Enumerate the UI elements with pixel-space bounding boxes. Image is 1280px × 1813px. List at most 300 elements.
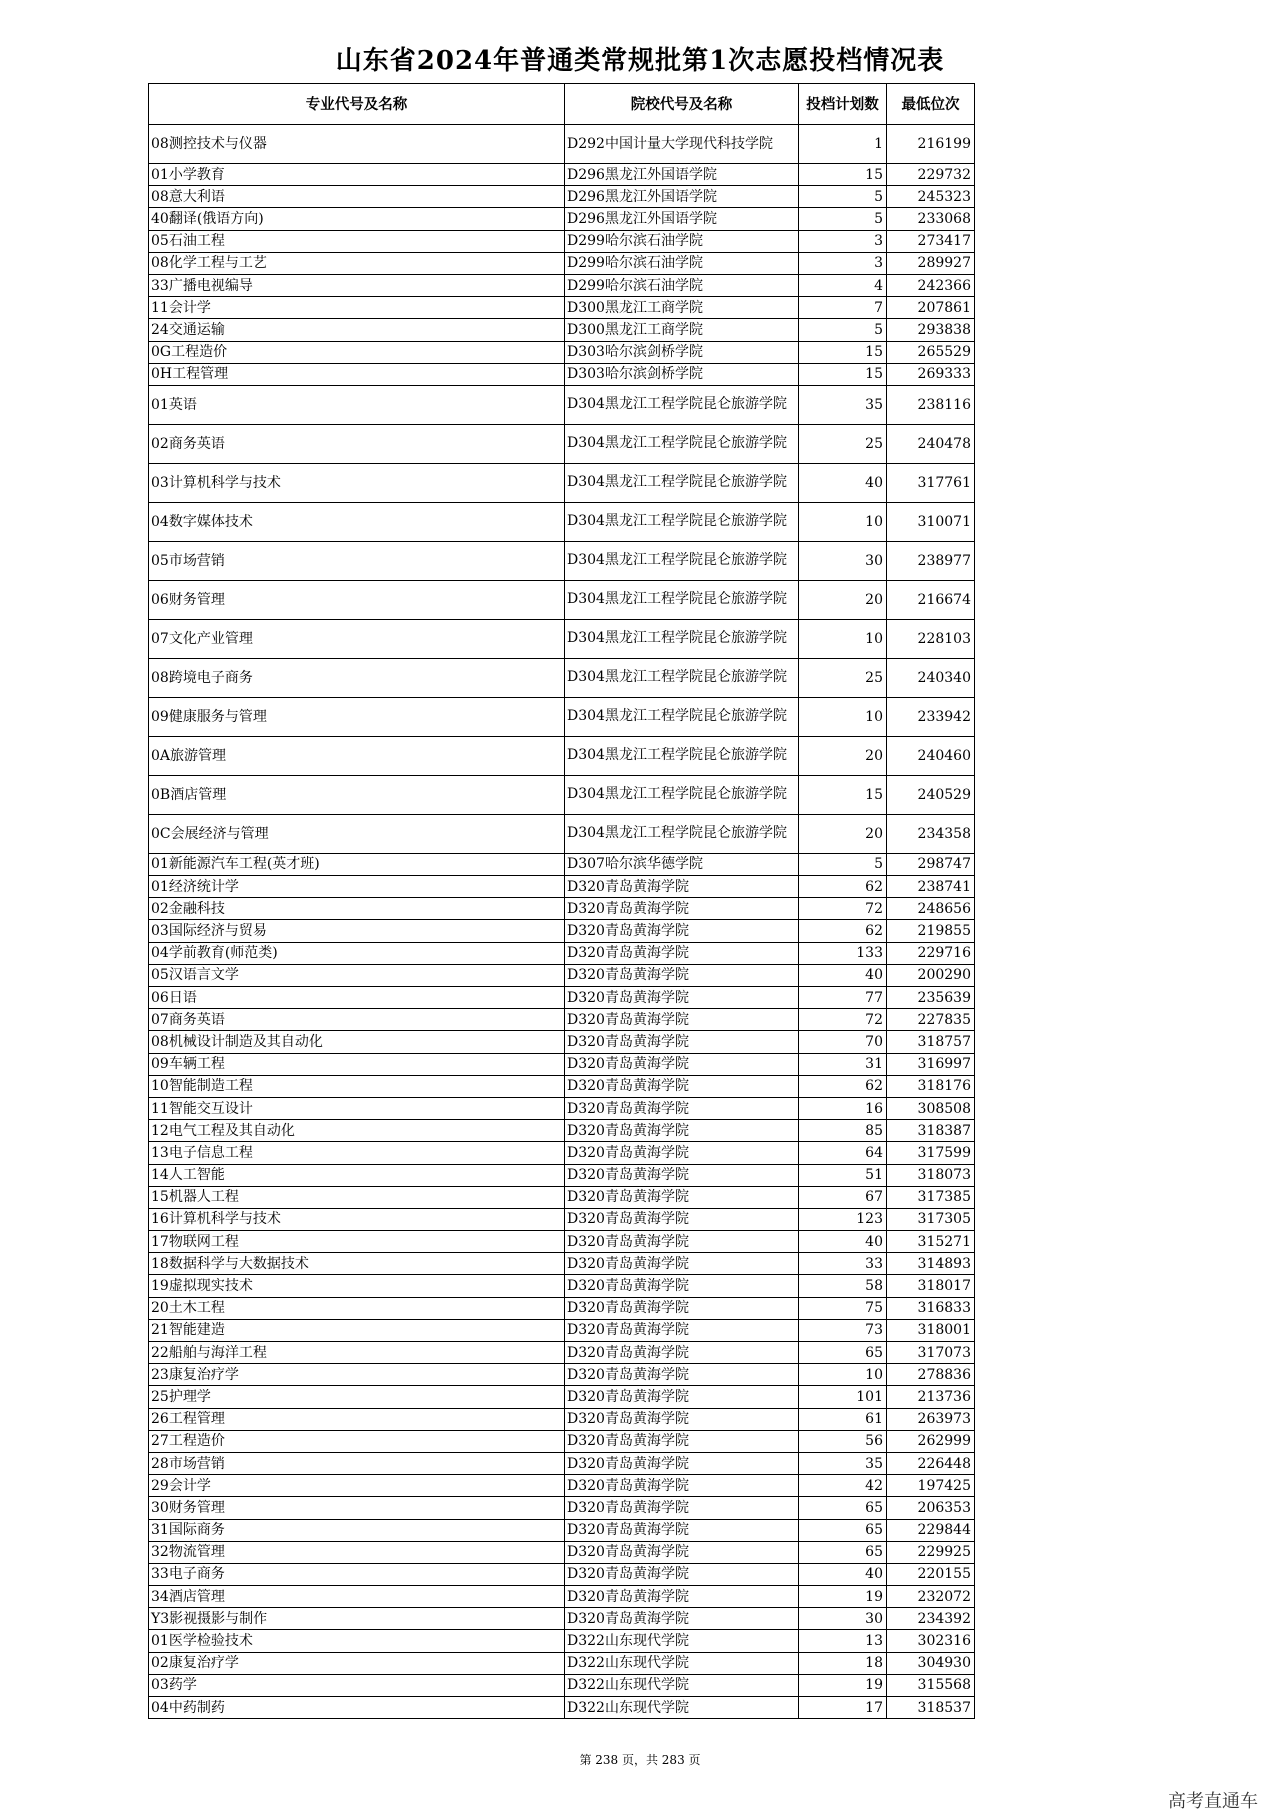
- min-rank-cell: 317385: [887, 1186, 975, 1208]
- table-row: [149, 1031, 975, 1053]
- table-header-row: [149, 84, 975, 125]
- school-cell: D320青岛黄海学院: [565, 1009, 799, 1031]
- plan-count-cell: 5: [799, 186, 887, 208]
- major-cell: 20土木工程: [149, 1297, 565, 1319]
- table-row: [149, 1075, 975, 1097]
- school-cell: D300黑龙江工商学院: [565, 319, 799, 341]
- major-cell: 12电气工程及其自动化: [149, 1120, 565, 1142]
- table-row: [149, 1231, 975, 1253]
- min-rank-cell: 316833: [887, 1297, 975, 1319]
- plan-count-cell: 13: [799, 1630, 887, 1652]
- major-cell: 33广播电视编导: [149, 274, 565, 296]
- school-cell: D320青岛黄海学院: [565, 1608, 799, 1630]
- table-row: [149, 1563, 975, 1585]
- table-row: [149, 1541, 975, 1563]
- table-row: [149, 1519, 975, 1541]
- table-row: [149, 964, 975, 986]
- school-cell: D304黑龙江工程学院昆仑旅游学院: [565, 424, 799, 463]
- school-cell: D320青岛黄海学院: [565, 1164, 799, 1186]
- table-row: [149, 424, 975, 463]
- major-cell: 11智能交互设计: [149, 1097, 565, 1119]
- school-cell: D296黑龙江外国语学院: [565, 208, 799, 230]
- major-cell: 15机器人工程: [149, 1186, 565, 1208]
- plan-count-cell: 19: [799, 1674, 887, 1696]
- table-row: [149, 274, 975, 296]
- major-cell: 29会计学: [149, 1475, 565, 1497]
- plan-count-cell: 25: [799, 658, 887, 697]
- table-row: [149, 1275, 975, 1297]
- table-row: [149, 1430, 975, 1452]
- plan-count-cell: 10: [799, 502, 887, 541]
- table-row: [149, 580, 975, 619]
- min-rank-cell: 315568: [887, 1674, 975, 1696]
- major-cell: 22船舶与海洋工程: [149, 1342, 565, 1364]
- table-row: [149, 1652, 975, 1674]
- table-row: [149, 341, 975, 363]
- min-rank-cell: 317761: [887, 463, 975, 502]
- major-cell: 01英语: [149, 385, 565, 424]
- school-cell: D322山东现代学院: [565, 1630, 799, 1652]
- major-cell: 04学前教育(师范类): [149, 942, 565, 964]
- plan-count-cell: 123: [799, 1208, 887, 1230]
- major-cell: 0G工程造价: [149, 341, 565, 363]
- school-cell: D320青岛黄海学院: [565, 1075, 799, 1097]
- plan-count-cell: 18: [799, 1652, 887, 1674]
- plan-count-cell: 35: [799, 1452, 887, 1474]
- school-cell: D320青岛黄海学院: [565, 1275, 799, 1297]
- min-rank-cell: 197425: [887, 1475, 975, 1497]
- major-cell: 03国际经济与贸易: [149, 920, 565, 942]
- table-row: [149, 1319, 975, 1341]
- table-row: [149, 697, 975, 736]
- table-row: [149, 1364, 975, 1386]
- school-cell: D304黑龙江工程学院昆仑旅游学院: [565, 736, 799, 775]
- plan-count-cell: 10: [799, 619, 887, 658]
- page-title: 山东省2024年普通类常规批第1次志愿投档情况表: [335, 46, 945, 76]
- table-row: [149, 1253, 975, 1275]
- school-cell: D320青岛黄海学院: [565, 1031, 799, 1053]
- school-cell: D292中国计量大学现代科技学院: [565, 125, 799, 164]
- min-rank-cell: 229844: [887, 1519, 975, 1541]
- major-cell: 08跨境电子商务: [149, 658, 565, 697]
- min-rank-cell: 216199: [887, 125, 975, 164]
- major-cell: Y3影视摄影与制作: [149, 1608, 565, 1630]
- school-cell: D320青岛黄海学院: [565, 1231, 799, 1253]
- table-row: [149, 1164, 975, 1186]
- min-rank-cell: 238741: [887, 876, 975, 898]
- table-row: [149, 319, 975, 341]
- table-row: [149, 1408, 975, 1430]
- school-cell: D320青岛黄海学院: [565, 1186, 799, 1208]
- header-plan-count: 投档计划数: [799, 84, 887, 125]
- min-rank-cell: 229732: [887, 164, 975, 186]
- min-rank-cell: 220155: [887, 1563, 975, 1585]
- plan-count-cell: 133: [799, 942, 887, 964]
- min-rank-cell: 308508: [887, 1097, 975, 1119]
- school-cell: D320青岛黄海学院: [565, 920, 799, 942]
- min-rank-cell: 232072: [887, 1586, 975, 1608]
- page-footer: 第 238 页，共 283 页: [579, 1753, 701, 1767]
- major-cell: 32物流管理: [149, 1541, 565, 1563]
- major-cell: 08测控技术与仪器: [149, 125, 565, 164]
- plan-count-cell: 31: [799, 1053, 887, 1075]
- plan-count-cell: 20: [799, 580, 887, 619]
- major-cell: 09车辆工程: [149, 1053, 565, 1075]
- school-cell: D320青岛黄海学院: [565, 1430, 799, 1452]
- major-cell: 0A旅游管理: [149, 736, 565, 775]
- table-row: [149, 619, 975, 658]
- table-row: [149, 1475, 975, 1497]
- min-rank-cell: 234392: [887, 1608, 975, 1630]
- plan-count-cell: 62: [799, 1075, 887, 1097]
- major-cell: 19虚拟现实技术: [149, 1275, 565, 1297]
- table-row: [149, 363, 975, 385]
- min-rank-cell: 265529: [887, 341, 975, 363]
- school-cell: D303哈尔滨剑桥学院: [565, 341, 799, 363]
- table-row: [149, 736, 975, 775]
- major-cell: 05汉语言文学: [149, 964, 565, 986]
- school-cell: D304黑龙江工程学院昆仑旅游学院: [565, 463, 799, 502]
- table-row: [149, 463, 975, 502]
- table-row: [149, 297, 975, 319]
- school-cell: D304黑龙江工程学院昆仑旅游学院: [565, 814, 799, 853]
- major-cell: 30财务管理: [149, 1497, 565, 1519]
- plan-count-cell: 7: [799, 297, 887, 319]
- watermark: 高考直通车: [1168, 1791, 1258, 1812]
- major-cell: 21智能建造: [149, 1319, 565, 1341]
- plan-count-cell: 20: [799, 736, 887, 775]
- major-cell: 0C会展经济与管理: [149, 814, 565, 853]
- table-row: [149, 1497, 975, 1519]
- school-cell: D296黑龙江外国语学院: [565, 186, 799, 208]
- plan-count-cell: 5: [799, 853, 887, 875]
- min-rank-cell: 318757: [887, 1031, 975, 1053]
- min-rank-cell: 318387: [887, 1120, 975, 1142]
- table-row: [149, 502, 975, 541]
- major-cell: 05石油工程: [149, 230, 565, 252]
- min-rank-cell: 238977: [887, 541, 975, 580]
- school-cell: D320青岛黄海学院: [565, 1053, 799, 1075]
- plan-count-cell: 40: [799, 1231, 887, 1253]
- min-rank-cell: 316997: [887, 1053, 975, 1075]
- plan-count-cell: 85: [799, 1120, 887, 1142]
- school-cell: D320青岛黄海学院: [565, 1297, 799, 1319]
- school-cell: D322山东现代学院: [565, 1674, 799, 1696]
- min-rank-cell: 263973: [887, 1408, 975, 1430]
- major-cell: 0H工程管理: [149, 363, 565, 385]
- school-cell: D304黑龙江工程学院昆仑旅游学院: [565, 658, 799, 697]
- school-cell: D320青岛黄海学院: [565, 942, 799, 964]
- min-rank-cell: 235639: [887, 987, 975, 1009]
- plan-count-cell: 5: [799, 208, 887, 230]
- min-rank-cell: 227835: [887, 1009, 975, 1031]
- plan-count-cell: 51: [799, 1164, 887, 1186]
- min-rank-cell: 289927: [887, 252, 975, 274]
- major-cell: 08化学工程与工艺: [149, 252, 565, 274]
- major-cell: 33电子商务: [149, 1563, 565, 1585]
- min-rank-cell: 226448: [887, 1452, 975, 1474]
- min-rank-cell: 238116: [887, 385, 975, 424]
- major-cell: 31国际商务: [149, 1519, 565, 1541]
- min-rank-cell: 200290: [887, 964, 975, 986]
- header-school: 院校代号及名称: [565, 84, 799, 125]
- major-cell: 23康复治疗学: [149, 1364, 565, 1386]
- plan-count-cell: 65: [799, 1541, 887, 1563]
- min-rank-cell: 228103: [887, 619, 975, 658]
- plan-count-cell: 65: [799, 1519, 887, 1541]
- plan-count-cell: 62: [799, 920, 887, 942]
- major-cell: 03药学: [149, 1674, 565, 1696]
- table-row: [149, 541, 975, 580]
- table-row: [149, 1297, 975, 1319]
- major-cell: 02康复治疗学: [149, 1652, 565, 1674]
- major-cell: 34酒店管理: [149, 1586, 565, 1608]
- plan-count-cell: 30: [799, 541, 887, 580]
- plan-count-cell: 67: [799, 1186, 887, 1208]
- table-row: [149, 1097, 975, 1119]
- min-rank-cell: 229716: [887, 942, 975, 964]
- school-cell: D320青岛黄海学院: [565, 1342, 799, 1364]
- table-row: [149, 853, 975, 875]
- major-cell: 01医学检验技术: [149, 1630, 565, 1652]
- school-cell: D304黑龙江工程学院昆仑旅游学院: [565, 385, 799, 424]
- school-cell: D303哈尔滨剑桥学院: [565, 363, 799, 385]
- major-cell: 17物联网工程: [149, 1231, 565, 1253]
- school-cell: D304黑龙江工程学院昆仑旅游学院: [565, 697, 799, 736]
- plan-count-cell: 19: [799, 1586, 887, 1608]
- major-cell: 07文化产业管理: [149, 619, 565, 658]
- school-cell: D320青岛黄海学院: [565, 1364, 799, 1386]
- major-cell: 28市场营销: [149, 1452, 565, 1474]
- table-row: [149, 1120, 975, 1142]
- school-cell: D320青岛黄海学院: [565, 1475, 799, 1497]
- plan-count-cell: 101: [799, 1386, 887, 1408]
- min-rank-cell: 293838: [887, 319, 975, 341]
- table-row: [149, 876, 975, 898]
- table-row: [149, 252, 975, 274]
- min-rank-cell: 240478: [887, 424, 975, 463]
- major-cell: 08意大利语: [149, 186, 565, 208]
- school-cell: D304黑龙江工程学院昆仑旅游学院: [565, 541, 799, 580]
- table-row: [149, 1386, 975, 1408]
- plan-count-cell: 65: [799, 1497, 887, 1519]
- min-rank-cell: 317305: [887, 1208, 975, 1230]
- major-cell: 08机械设计制造及其自动化: [149, 1031, 565, 1053]
- plan-count-cell: 40: [799, 1563, 887, 1585]
- table-row: [149, 385, 975, 424]
- table-row: [149, 658, 975, 697]
- table-row: [149, 230, 975, 252]
- min-rank-cell: 248656: [887, 898, 975, 920]
- plan-count-cell: 3: [799, 252, 887, 274]
- school-cell: D320青岛黄海学院: [565, 1408, 799, 1430]
- min-rank-cell: 310071: [887, 502, 975, 541]
- min-rank-cell: 318001: [887, 1319, 975, 1341]
- min-rank-cell: 318017: [887, 1275, 975, 1297]
- min-rank-cell: 219855: [887, 920, 975, 942]
- min-rank-cell: 229925: [887, 1541, 975, 1563]
- plan-count-cell: 25: [799, 424, 887, 463]
- school-cell: D320青岛黄海学院: [565, 1097, 799, 1119]
- table-row: [149, 208, 975, 230]
- table-body: [149, 125, 975, 1719]
- school-cell: D320青岛黄海学院: [565, 1253, 799, 1275]
- table-row: [149, 1697, 975, 1719]
- min-rank-cell: 216674: [887, 580, 975, 619]
- major-cell: 01小学教育: [149, 164, 565, 186]
- major-cell: 07商务英语: [149, 1009, 565, 1031]
- plan-count-cell: 5: [799, 319, 887, 341]
- major-cell: 24交通运输: [149, 319, 565, 341]
- min-rank-cell: 233942: [887, 697, 975, 736]
- school-cell: D320青岛黄海学院: [565, 987, 799, 1009]
- school-cell: D300黑龙江工商学院: [565, 297, 799, 319]
- plan-count-cell: 75: [799, 1297, 887, 1319]
- plan-count-cell: 1: [799, 125, 887, 164]
- min-rank-cell: 240529: [887, 775, 975, 814]
- table-row: [149, 1674, 975, 1696]
- school-cell: D304黑龙江工程学院昆仑旅游学院: [565, 619, 799, 658]
- plan-count-cell: 15: [799, 341, 887, 363]
- min-rank-cell: 278836: [887, 1364, 975, 1386]
- table-row: [149, 1608, 975, 1630]
- min-rank-cell: 206353: [887, 1497, 975, 1519]
- school-cell: D320青岛黄海学院: [565, 1319, 799, 1341]
- min-rank-cell: 213736: [887, 1386, 975, 1408]
- school-cell: D320青岛黄海学院: [565, 1452, 799, 1474]
- plan-count-cell: 35: [799, 385, 887, 424]
- major-cell: 06日语: [149, 987, 565, 1009]
- table-row: [149, 814, 975, 853]
- min-rank-cell: 302316: [887, 1630, 975, 1652]
- min-rank-cell: 262999: [887, 1430, 975, 1452]
- min-rank-cell: 304930: [887, 1652, 975, 1674]
- admission-table: [148, 83, 975, 1719]
- major-cell: 02金融科技: [149, 898, 565, 920]
- table-row: [149, 942, 975, 964]
- school-cell: D320青岛黄海学院: [565, 1541, 799, 1563]
- school-cell: D320青岛黄海学院: [565, 1386, 799, 1408]
- min-rank-cell: 242366: [887, 274, 975, 296]
- school-cell: D320青岛黄海学院: [565, 1208, 799, 1230]
- table-row: [149, 186, 975, 208]
- school-cell: D322山东现代学院: [565, 1697, 799, 1719]
- plan-count-cell: 15: [799, 164, 887, 186]
- major-cell: 18数据科学与大数据技术: [149, 1253, 565, 1275]
- min-rank-cell: 314893: [887, 1253, 975, 1275]
- min-rank-cell: 318073: [887, 1164, 975, 1186]
- school-cell: D320青岛黄海学院: [565, 1519, 799, 1541]
- plan-count-cell: 56: [799, 1430, 887, 1452]
- school-cell: D304黑龙江工程学院昆仑旅游学院: [565, 775, 799, 814]
- table-row: [149, 775, 975, 814]
- min-rank-cell: 298747: [887, 853, 975, 875]
- plan-count-cell: 4: [799, 274, 887, 296]
- plan-count-cell: 15: [799, 363, 887, 385]
- school-cell: D320青岛黄海学院: [565, 1497, 799, 1519]
- school-cell: D320青岛黄海学院: [565, 898, 799, 920]
- major-cell: 01新能源汽车工程(英才班): [149, 853, 565, 875]
- table-row: [149, 1452, 975, 1474]
- school-cell: D320青岛黄海学院: [565, 876, 799, 898]
- plan-count-cell: 72: [799, 898, 887, 920]
- plan-count-cell: 72: [799, 1009, 887, 1031]
- major-cell: 06财务管理: [149, 580, 565, 619]
- major-cell: 14人工智能: [149, 1164, 565, 1186]
- min-rank-cell: 315271: [887, 1231, 975, 1253]
- min-rank-cell: 207861: [887, 297, 975, 319]
- table-row: [149, 1186, 975, 1208]
- major-cell: 0B酒店管理: [149, 775, 565, 814]
- school-cell: D304黑龙江工程学院昆仑旅游学院: [565, 502, 799, 541]
- plan-count-cell: 3: [799, 230, 887, 252]
- plan-count-cell: 61: [799, 1408, 887, 1430]
- plan-count-cell: 62: [799, 876, 887, 898]
- plan-count-cell: 30: [799, 1608, 887, 1630]
- table-row: [149, 898, 975, 920]
- plan-count-cell: 10: [799, 1364, 887, 1386]
- min-rank-cell: 234358: [887, 814, 975, 853]
- min-rank-cell: 240460: [887, 736, 975, 775]
- major-cell: 27工程造价: [149, 1430, 565, 1452]
- table-row: [149, 1208, 975, 1230]
- plan-count-cell: 73: [799, 1319, 887, 1341]
- major-cell: 26工程管理: [149, 1408, 565, 1430]
- major-cell: 01经济统计学: [149, 876, 565, 898]
- min-rank-cell: 317599: [887, 1142, 975, 1164]
- major-cell: 02商务英语: [149, 424, 565, 463]
- school-cell: D304黑龙江工程学院昆仑旅游学院: [565, 580, 799, 619]
- table-row: [149, 987, 975, 1009]
- plan-count-cell: 15: [799, 775, 887, 814]
- school-cell: D320青岛黄海学院: [565, 1142, 799, 1164]
- min-rank-cell: 233068: [887, 208, 975, 230]
- plan-count-cell: 65: [799, 1342, 887, 1364]
- plan-count-cell: 42: [799, 1475, 887, 1497]
- major-cell: 16计算机科学与技术: [149, 1208, 565, 1230]
- min-rank-cell: 318537: [887, 1697, 975, 1719]
- major-cell: 10智能制造工程: [149, 1075, 565, 1097]
- school-cell: D296黑龙江外国语学院: [565, 164, 799, 186]
- school-cell: D322山东现代学院: [565, 1652, 799, 1674]
- major-cell: 04数字媒体技术: [149, 502, 565, 541]
- plan-count-cell: 10: [799, 697, 887, 736]
- min-rank-cell: 273417: [887, 230, 975, 252]
- table-row: [149, 125, 975, 164]
- table-row: [149, 1053, 975, 1075]
- major-cell: 05市场营销: [149, 541, 565, 580]
- major-cell: 03计算机科学与技术: [149, 463, 565, 502]
- plan-count-cell: 40: [799, 964, 887, 986]
- plan-count-cell: 64: [799, 1142, 887, 1164]
- major-cell: 13电子信息工程: [149, 1142, 565, 1164]
- school-cell: D299哈尔滨石油学院: [565, 274, 799, 296]
- major-cell: 09健康服务与管理: [149, 697, 565, 736]
- table-row: [149, 1630, 975, 1652]
- plan-count-cell: 58: [799, 1275, 887, 1297]
- school-cell: D299哈尔滨石油学院: [565, 252, 799, 274]
- plan-count-cell: 17: [799, 1697, 887, 1719]
- major-cell: 25护理学: [149, 1386, 565, 1408]
- school-cell: D320青岛黄海学院: [565, 1563, 799, 1585]
- plan-count-cell: 70: [799, 1031, 887, 1053]
- table-row: [149, 1342, 975, 1364]
- table-row: [149, 1142, 975, 1164]
- school-cell: D320青岛黄海学院: [565, 1120, 799, 1142]
- school-cell: D320青岛黄海学院: [565, 1586, 799, 1608]
- table-row: [149, 1586, 975, 1608]
- plan-count-cell: 16: [799, 1097, 887, 1119]
